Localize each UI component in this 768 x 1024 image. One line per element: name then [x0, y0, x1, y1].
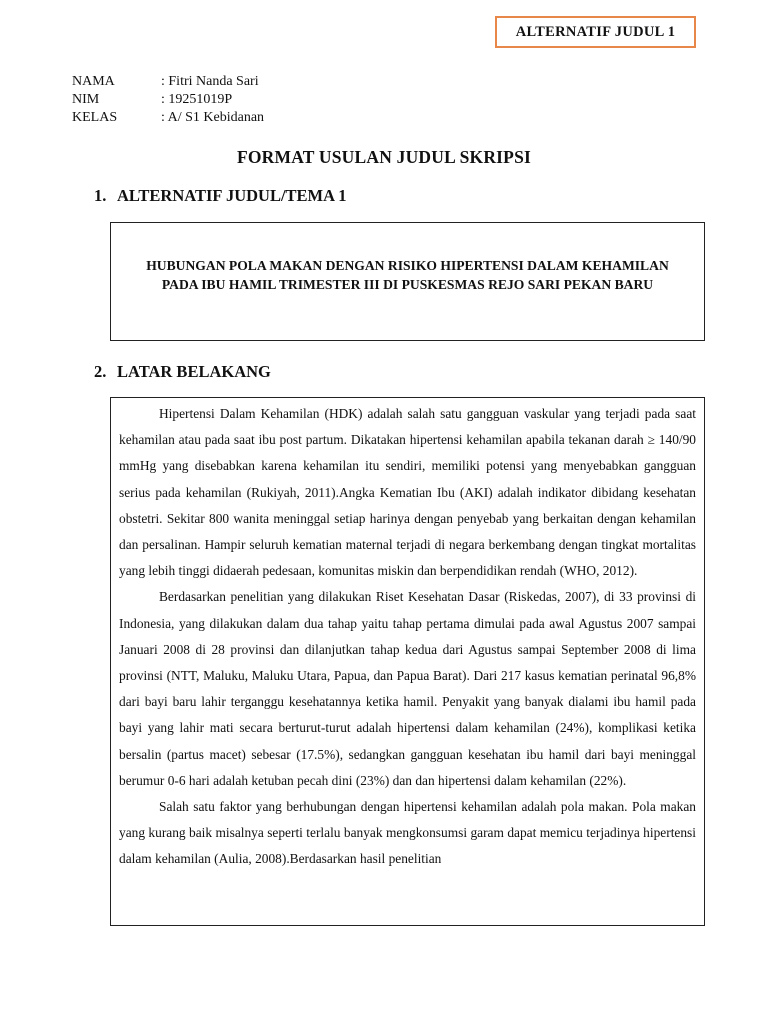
background-paragraph-1: Hipertensi Dalam Kehamilan (HDK) adalah salah satu gangguan vaskular yang terjadi pada saat kehamilan atau pada saat ibu post partum. Dikatakan hipertensi kehamilan apabila tekanan darah ≥ 140/90 mmHg yang disebabkan karena kehamilan itu sendiri, memiliki potensi yang menyebabkan gangguan serius pada kehamilan (Rukiyah, 2011).Angka Kematian Ibu (AKI) adalah indikator dibidang kesehatan obstetri. Sekitar 800 wanita meninggal setiap harinya dengan penyebab yang berkaitan dengan kehamilan dan persalinan. Hampir seluruh kematian maternal terjadi di negara berkembang dengan tingkat mortalitas yang lebih tinggi didaerah pedesaan, komunitas miskin dan berpendidikan rendah (WHO, 2012).	[119, 406, 696, 579]
student-identity	[72, 73, 264, 127]
background-paragraph-3: Salah satu faktor yang berhubungan dengan hipertensi kehamilan adalah pola makan. Pola makan yang kurang baik misalnya seperti terlalu banyak mengkonsumsi garam dapat memicu terjadinya hipertensi dalam kehamilan (Aulia, 2008).Berdasarkan hasil penelitian	[119, 799, 696, 867]
alternative-title-tag-text: ALTERNATIF JUDUL 1	[515, 23, 676, 40]
document-title: FORMAT USULAN JUDUL SKRIPSI	[236, 147, 532, 167]
alternative-title-tag	[495, 16, 696, 48]
proposed-title-line-1: HUBUNGAN POLA MAKAN DENGAN RISIKO HIPERTENSI DALAM KEHAMILAN	[146, 258, 669, 273]
name-label: NAMA	[72, 74, 115, 89]
section-1-heading	[94, 186, 347, 206]
section-2-heading-text: LATAR BELAKANG	[117, 362, 271, 381]
background-paragraph-2: Berdasarkan penelitian yang dilakukan Riset Kesehatan Dasar (Riskedas, 2007), di 33 provinsi di Indonesia, yang dilakukan dalam dua tahap yaitu tahap pertama dimulai pada awal Agustus 2007 sampai Januari 2008 di 28 provinsi dan dilanjutkan tahap kedua dari Agustus sampai September 2008 di lima provinsi (NTT, Maluku, Maluku Utara, Papua, dan Papua Barat). Dari 217 kasus kematian perinatal 96,8% dari bayi baru lahir terganggu kesehatannya ketika hamil. Penyakit yang banyak dialami ibu hamil pada bayi yang lahir mati secara berturut-turut adalah hipertensi dalam kehamilan (24%), komplikasi ketika bersalin (partus macet) sebesar (17.5%), sedangkan gangguan kesehatan ibu hamil dari bayi meninggal berumur 0-6 hari adalah ketuban pecah dini (23%) dan dan hipertensi dalam kehamilan (22%).	[119, 589, 696, 788]
identity-row-name	[72, 73, 264, 91]
name-value: : Fitri Nanda Sari	[161, 74, 259, 89]
section-2-heading	[94, 362, 271, 382]
proposed-title-line-2: PADA IBU HAMIL TRIMESTER III DI PUSKESMAS REJO SARI PEKAN BARU	[161, 277, 654, 292]
nim-value: : 19251019P	[161, 92, 233, 107]
section-1-number: 1.	[94, 186, 107, 205]
identity-row-class	[72, 109, 264, 127]
identity-row-nim	[72, 91, 264, 109]
class-value: : A/ S1 Kebidanan	[161, 110, 265, 125]
class-label: KELAS	[72, 110, 118, 125]
section-1-heading-text: ALTERNATIF JUDUL/TEMA 1	[117, 186, 347, 205]
proposed-title-box	[110, 222, 705, 341]
nim-label: NIM	[72, 92, 100, 107]
background-text-box	[110, 397, 705, 926]
section-2-number: 2.	[94, 362, 107, 381]
